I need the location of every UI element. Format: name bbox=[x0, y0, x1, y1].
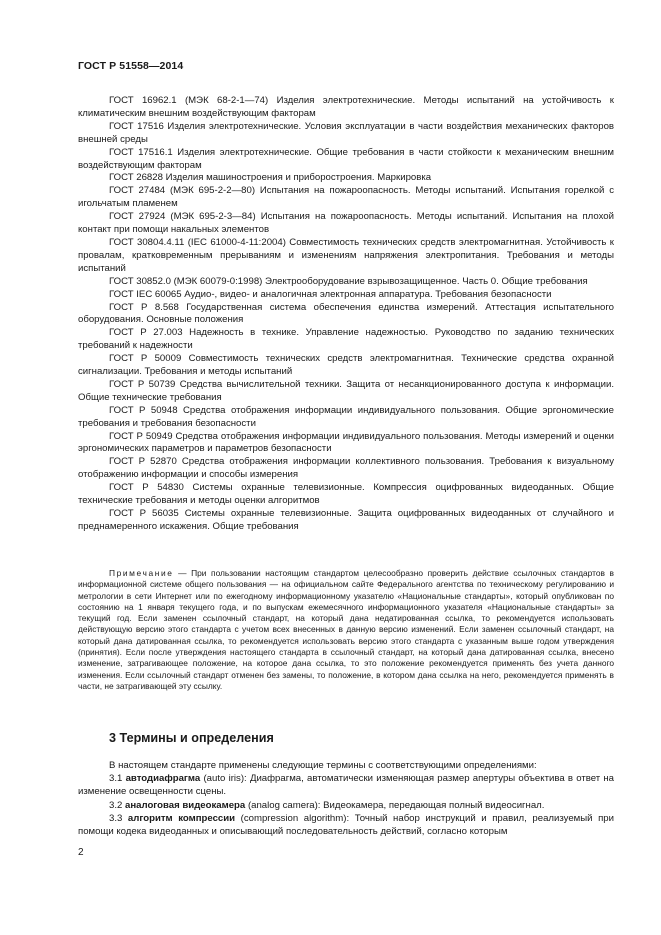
reference-item: ГОСТ 17516 Изделия электротехнические. Условия эксплуатации в части воздействия механических факторов внешней среды bbox=[78, 120, 614, 145]
term-entry bbox=[78, 799, 614, 812]
section-title: 3 Термины и определения bbox=[109, 731, 274, 745]
term-name: аналоговая видеокамера bbox=[125, 799, 246, 811]
reference-item: ГОСТ Р 54830 Системы охранные телевизионные. Компрессия оцифрованных видеоданных. Общие технические требования и методы оценки алгоритмов bbox=[78, 482, 614, 507]
term-entry bbox=[78, 812, 614, 838]
reference-item: ГОСТ Р 50949 Средства отображения информации индивидуального пользования. Методы измерений и оценки эргономических параметров и параметров безопасности bbox=[78, 430, 614, 455]
note-text: — При пользовании настоящим стандартом целесообразно проверить действие ссылочных стандартов в информационной системе общего пользования — на официальном сайте Федерального агентства по техническому регулированию и метрологии в сети Интернет или по ежегодному информационному указателю «Национальные стандарты», который опубликован по состоянию на 1 января текущего года, и по выпускам ежемесячного информационного указателя «Национальные стандарты» за текущий год. Если заменен ссылочный стандарт, на который дана недатированная ссылка, то рекомендуется использовать действующую версию этого стандарта с учетом всех внесенных в данную версию изменений. Если заменен ссылочный стандарт, на который дана датированная ссылка, то рекомендуется использовать версию этого стандарта с указанным выше годом утверждения (принятия). Если после утверждения настоящего стандарта в ссылочный стандарт, на который дана датированная ссылка, внесено изменение, затрагивающее положение, на которое дана ссылка, то это положение рекомендуется применять без учета данного изменения. Если ссылочный стандарт отменен без замены, то положение, в котором дана ссылка на него, рекомендуется применять в части, не затрагивающей эту ссылку. bbox=[78, 568, 615, 691]
term-number: 3.2 bbox=[109, 799, 123, 811]
term-name: алгоритм компрессии bbox=[127, 812, 236, 824]
reference-item: ГОСТ 27924 (МЭК 695-2-3—84) Испытания на пожароопасность. Методы испытаний. Испытания на плохой контакт при помощи накальных элементов bbox=[78, 211, 614, 236]
reference-item: ГОСТ Р 50009 Совместимость технических средств электромагнитная. Технические средства охранной сигнализации. Требования и методы испытаний bbox=[78, 353, 614, 378]
reference-item: ГОСТ 17516.1 Изделия электротехнические. Общие требования в части стойкости к механическим внешним воздействующим факторам bbox=[78, 146, 614, 171]
terms-list bbox=[78, 759, 614, 838]
reference-item: ГОСТ Р 8.568 Государственная система обеспечения единства измерений. Аттестация испытательного оборудования. Основные положения bbox=[78, 301, 614, 326]
term-entry bbox=[78, 772, 614, 798]
term-name: автодиафрагма bbox=[125, 773, 201, 785]
term-definition: (analog camera): Видеокамера, передающая полный видеосигнал. bbox=[247, 799, 545, 811]
reference-item: ГОСТ IEC 60065 Аудио-, видео- и аналогичная электронная аппаратура. Требования безопасности bbox=[109, 288, 552, 300]
normative-references-list bbox=[78, 95, 614, 534]
reference-item: ГОСТ Р 56035 Системы охранные телевизионные. Защита оцифрованных видеоданных от случайного и преднамеренного искажения. Общие требования bbox=[78, 508, 614, 532]
note-label: Примечание bbox=[109, 568, 174, 578]
term-number: 3.1 bbox=[109, 773, 123, 785]
reference-item: ГОСТ Р 50739 Средства вычислительной техники. Защита от несанкционированного доступа к информации. Общие технические требования bbox=[78, 378, 614, 403]
reference-item: ГОСТ 27484 (МЭК 695-2-2—80) Испытания на пожароопасность. Методы испытаний. Испытания горелкой с игольчатым пламенем bbox=[78, 185, 614, 210]
reference-item: ГОСТ 26828 Изделия машиностроения и приборостроения. Маркировка bbox=[109, 172, 432, 184]
document-header: ГОСТ Р 51558—2014 bbox=[78, 60, 184, 72]
reference-item: ГОСТ Р 50948 Средства отображения информации индивидуального пользования. Общие эргономические требования и требования безопасности bbox=[78, 404, 614, 429]
page-number: 2 bbox=[78, 847, 84, 858]
reference-item: ГОСТ Р 27.003 Надежность в технике. Управление надежностью. Руководство по заданию технических требований к надежности bbox=[78, 327, 614, 352]
reference-item: ГОСТ 30852.0 (МЭК 60079-0:1998) Электрооборудование взрывозащищенное. Часть 0. Общие требования bbox=[109, 275, 588, 287]
reference-item: ГОСТ 16962.1 (МЭК 68-2-1—74) Изделия электротехнические. Методы испытаний на устойчивость к климатическим внешним воздействующим факторам bbox=[78, 95, 614, 119]
term-definition: (compression algorithm): Точный набор инструкций и правил, реализуемый при помощи кодека видеоданных и описывающий последовательность действий, согласно которым bbox=[78, 812, 614, 838]
note-paragraph bbox=[78, 568, 614, 692]
section-intro: В настоящем стандарте применены следующие термины с соответствующими определениями: bbox=[109, 760, 537, 771]
reference-item: ГОСТ 30804.4.11 (IEC 61000-4-11:2004) Совместимость технических средств электромагнитная. Устойчивость к провалам, кратковременным прерываниям и изменениям напряжения электропитания. Требования и методы испытаний bbox=[78, 236, 614, 274]
reference-item: ГОСТ Р 52870 Средства отображения информации коллективного пользования. Требования к визуальному отображению информации и способы измерения bbox=[78, 456, 614, 481]
note-block bbox=[78, 568, 614, 692]
term-number: 3.3 bbox=[109, 812, 123, 824]
term-definition: (auto iris): Диафрагма, автоматически изменяющая размер апертуры объектива в ответ на изменение освещенности сцены. bbox=[78, 773, 615, 798]
